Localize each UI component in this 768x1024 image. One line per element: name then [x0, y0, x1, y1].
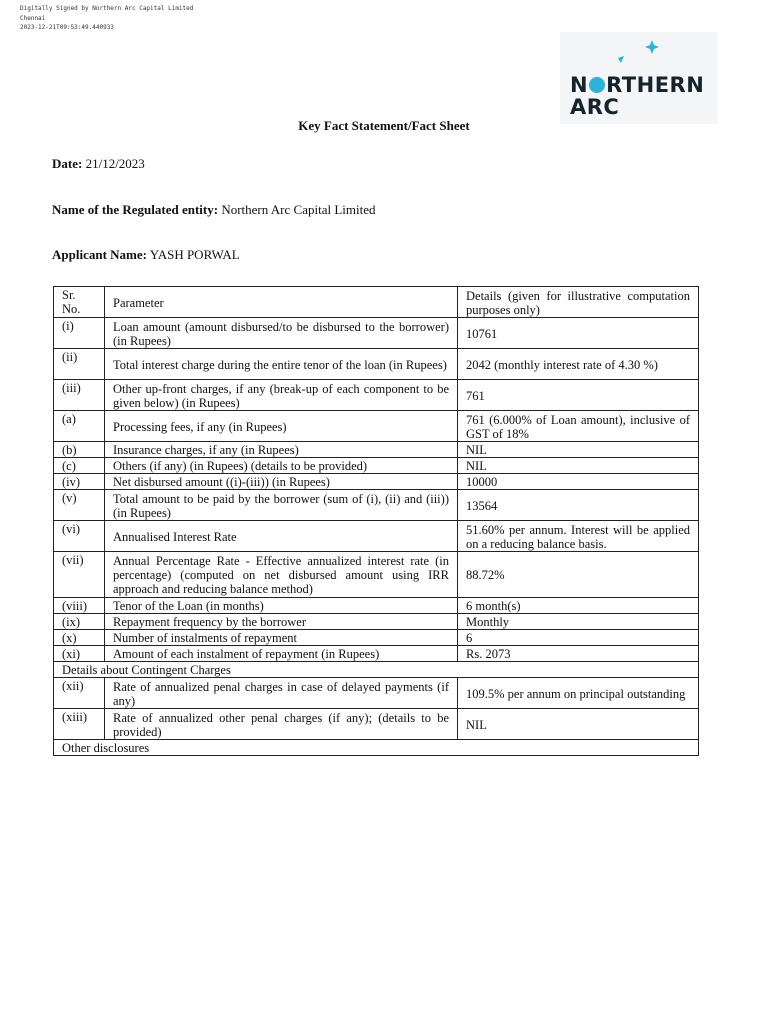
- row-parameter: Loan amount (amount disbursed/to be disbursed to the borrower) (in Rupees): [105, 318, 458, 349]
- key-fact-table: [53, 286, 699, 756]
- table-row: [54, 411, 699, 442]
- row-parameter: Tenor of the Loan (in months): [105, 598, 458, 614]
- sparkle-icon: [560, 32, 718, 72]
- row-details: 10000: [458, 474, 699, 490]
- row-parameter: Total amount to be paid by the borrower (sum of (i), (ii) and (iii)) (in Rupees): [105, 490, 458, 521]
- row-sr: (vi): [54, 521, 105, 552]
- table-header-row: [54, 287, 699, 318]
- logo-dot-icon: [589, 77, 605, 93]
- header-parameter: Parameter: [105, 287, 458, 318]
- signature-line: Digitally Signed by Northern Arc Capital Limited: [20, 5, 194, 12]
- row-parameter: Processing fees, if any (in Rupees): [105, 411, 458, 442]
- table-row: [54, 474, 699, 490]
- row-parameter: Amount of each instalment of repayment (in Rupees): [105, 646, 458, 662]
- page-title: Key Fact Statement/Fact Sheet: [298, 118, 470, 133]
- applicant-label: Applicant Name:: [52, 247, 147, 262]
- entity-field: [52, 202, 375, 218]
- digital-signature: [20, 4, 193, 33]
- table-row: [54, 646, 699, 662]
- table-row: [54, 380, 699, 411]
- applicant-value: YASH PORWAL: [149, 247, 240, 262]
- row-details: 10761: [458, 318, 699, 349]
- row-parameter: Rate of annualized other penal charges (if any); (details to be provided): [105, 709, 458, 740]
- row-details: 6: [458, 630, 699, 646]
- table-row: [54, 630, 699, 646]
- row-details: Monthly: [458, 614, 699, 630]
- row-parameter: Rate of annualized penal charges in case of delayed payments (if any): [105, 678, 458, 709]
- row-sr: (a): [54, 411, 105, 442]
- row-sr: (b): [54, 442, 105, 458]
- row-details: Rs. 2073: [458, 646, 699, 662]
- applicant-field: [52, 247, 240, 263]
- table-row: [54, 709, 699, 740]
- signature-timestamp: 2023-12-21T09:53:49.440933: [20, 24, 114, 31]
- row-details: 109.5% per annum on principal outstanding: [458, 678, 699, 709]
- row-details: NIL: [458, 442, 699, 458]
- row-parameter: Repayment frequency by the borrower: [105, 614, 458, 630]
- row-sr: (c): [54, 458, 105, 474]
- contingent-heading-row: [54, 662, 699, 678]
- header-details: Details (given for illustrative computation purposes only): [458, 287, 699, 318]
- row-details: NIL: [458, 709, 699, 740]
- table-row: [54, 349, 699, 380]
- row-sr: (xii): [54, 678, 105, 709]
- table-row: [54, 458, 699, 474]
- row-parameter: Total interest charge during the entire tenor of the loan (in Rupees): [105, 349, 458, 380]
- row-sr: (viii): [54, 598, 105, 614]
- row-details: 88.72%: [458, 552, 699, 598]
- row-details: NIL: [458, 458, 699, 474]
- row-details: 761: [458, 380, 699, 411]
- row-parameter: Annual Percentage Rate - Effective annualized interest rate (in percentage) (computed on net disbursed amount using IRR approach and reducing balance method): [105, 552, 458, 598]
- date-field: [52, 156, 145, 172]
- row-sr: (vii): [54, 552, 105, 598]
- other-disclosures-heading: Other disclosures: [54, 740, 699, 756]
- logo-word-northern: N RTHERN: [570, 73, 705, 97]
- row-sr: (iii): [54, 380, 105, 411]
- row-parameter: Insurance charges, if any (in Rupees): [105, 442, 458, 458]
- other-disclosures-row: [54, 740, 699, 756]
- table-row: [54, 552, 699, 598]
- row-details: 51.60% per annum. Interest will be applied on a reducing balance basis.: [458, 521, 699, 552]
- date-label: Date:: [52, 156, 83, 171]
- table-row: [54, 318, 699, 349]
- row-parameter: Others (if any) (in Rupees) (details to be provided): [105, 458, 458, 474]
- row-details: 2042 (monthly interest rate of 4.30 %): [458, 349, 699, 380]
- row-details: 13564: [458, 490, 699, 521]
- row-sr: (iv): [54, 474, 105, 490]
- signature-location: Chennai: [20, 14, 46, 22]
- northern-arc-logo: [560, 32, 718, 124]
- row-parameter: Number of instalments of repayment: [105, 630, 458, 646]
- entity-value: Northern Arc Capital Limited: [221, 202, 376, 217]
- row-sr: (v): [54, 490, 105, 521]
- table-row: [54, 614, 699, 630]
- header-sr: Sr. No.: [54, 287, 105, 318]
- row-sr: (x): [54, 630, 105, 646]
- table-row: [54, 442, 699, 458]
- logo-word-arc: ARC: [570, 95, 620, 119]
- row-sr: (xi): [54, 646, 105, 662]
- table-row: [54, 521, 699, 552]
- table-row: [54, 598, 699, 614]
- row-details: 6 month(s): [458, 598, 699, 614]
- row-sr: (i): [54, 318, 105, 349]
- date-value: 21/12/2023: [85, 156, 145, 171]
- row-sr: (ix): [54, 614, 105, 630]
- table-row: [54, 490, 699, 521]
- row-parameter: Annualised Interest Rate: [105, 521, 458, 552]
- row-sr: (xiii): [54, 709, 105, 740]
- row-parameter: Other up-front charges, if any (break-up of each component to be given below) (in Rupees): [105, 380, 458, 411]
- entity-label: Name of the Regulated entity:: [52, 202, 219, 217]
- table-row: [54, 678, 699, 709]
- row-sr: (ii): [54, 349, 105, 380]
- contingent-heading: Details about Contingent Charges: [54, 662, 699, 678]
- row-details: 761 (6.000% of Loan amount), inclusive of GST of 18%: [458, 411, 699, 442]
- row-parameter: Net disbursed amount ((i)-(iii)) (in Rupees): [105, 474, 458, 490]
